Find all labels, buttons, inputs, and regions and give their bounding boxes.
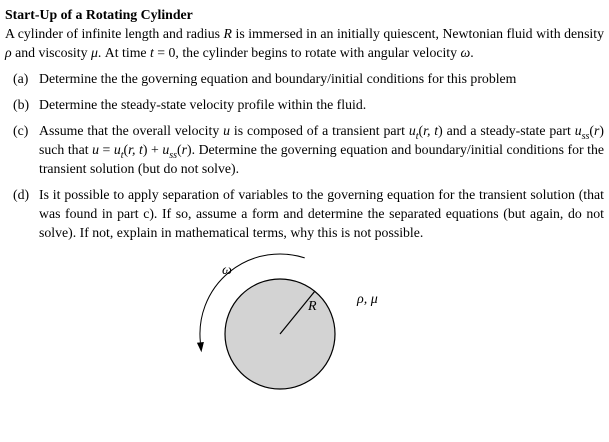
fluid-properties-label: ρ, μ bbox=[357, 292, 378, 308]
part-a-text: Determine the the governing equation and boundary/initial conditions for this problem bbox=[39, 71, 517, 87]
part-a-label: (a) bbox=[13, 71, 29, 87]
rotation-arrow-head bbox=[197, 342, 204, 352]
problem-intro: A cylinder of infinite length and radius R is immersed in an initially quiescent, Newtonian fluid with density ρ and viscosity μ. At time t = 0, the cylinder begins to rotate with angular velocity ω. bbox=[5, 26, 604, 61]
problem-part-c bbox=[5, 121, 604, 178]
part-b-label: (b) bbox=[13, 97, 30, 113]
part-b-text: Determine the steady-state velocity profile within the fluid. bbox=[39, 97, 367, 113]
part-d-text: Is it possible to apply separation of variables to the governing equation for the transient solution (that was found in part c). If so, assume a form and determine the separated equations (but again, do not solve). If not, explain in mathematical terms, why this is not possible. bbox=[39, 187, 604, 241]
omega-label: ω bbox=[222, 263, 232, 279]
problem-part-d bbox=[5, 185, 604, 242]
radius-label: R bbox=[308, 299, 317, 315]
part-c-label: (c) bbox=[13, 123, 29, 139]
problem-parts-list bbox=[5, 69, 604, 242]
problem-part-a bbox=[5, 69, 604, 88]
part-d-label: (d) bbox=[13, 187, 30, 203]
problem-title: Start-Up of a Rotating Cylinder bbox=[5, 7, 193, 22]
cylinder-diagram bbox=[5, 246, 604, 404]
part-c-text: Assume that the overall velocity u is composed of a transient part $u_t(r$, t) and a steady-state part $u_{ss}(r)$ such that $u = u_t(r$, $t) + u_{ss}(r)$. Determine the governing equation and boundary/initial conditions for the transient solution (but do not solve). bbox=[39, 123, 604, 177]
problem-part-b bbox=[5, 95, 604, 114]
